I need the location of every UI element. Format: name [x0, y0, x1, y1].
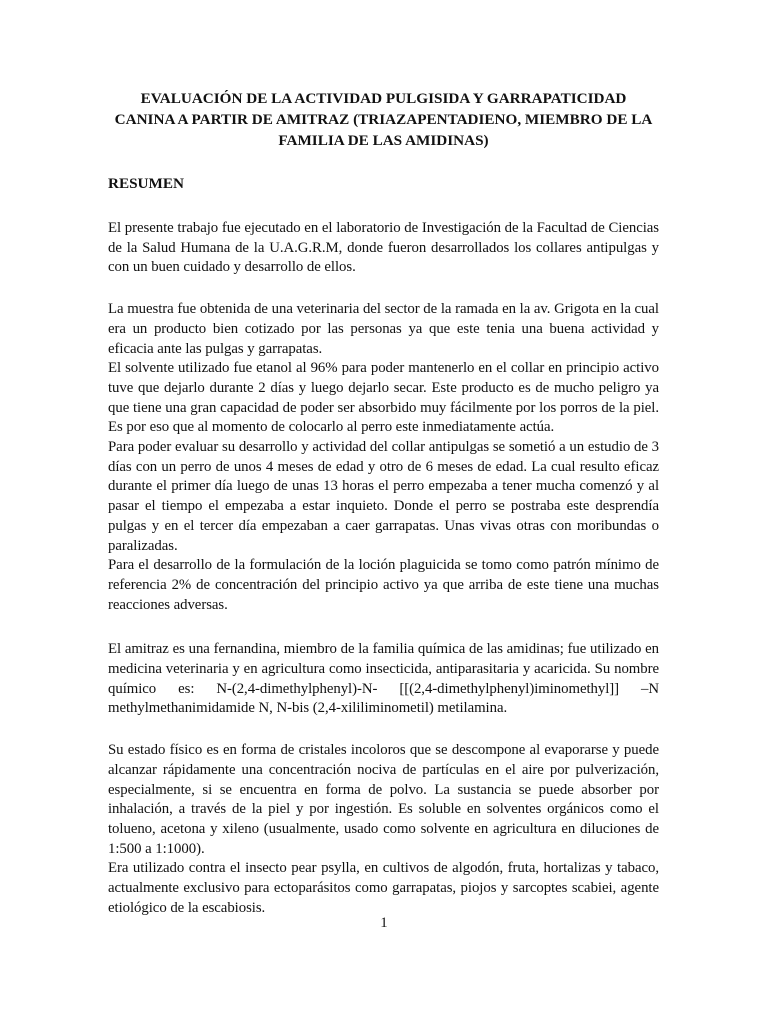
section-heading-resumen: RESUMEN: [108, 175, 184, 192]
title-line-3: FAMILIA DE LAS AMIDINAS): [278, 132, 489, 149]
paragraph-3: El solvente utilizado fue etanol al 96% para poder mantenerlo en el collar en principio activo tuve que dejarlo durante 2 días y luego dejarlo secar. Este producto es de mucho peligro ya que tiene una gran capacidad de poder ser absorbido muy fácilmente por los porros de la piel. Es por eso que al momento de colocarlo al perro este inmediatamente actúa.: [108, 360, 659, 436]
document-title: [108, 88, 659, 151]
paragraph-5: Para el desarrollo de la formulación de la loción plaguicida se tomo como patrón mínimo de referencia 2% de concentración del principio activo ya que arriba de este tiene una muchas reacciones adversas.: [108, 557, 659, 613]
paragraph-6: El amitraz es una fernandina, miembro de la familia química de las amidinas; fue utilizado en medicina veterinaria y en agricultura como insecticida, antiparasitaria y acaricida. Su nombre químico es: N-(2,4-dimethylphenyl)-N- [[(2,4-dimethylphenyl)iminomethyl]] –N methylmethanimidamide N, N-bis (2,4-xililiminometil) metilamina.: [108, 641, 659, 717]
paragraph-7: Su estado físico es en forma de cristales incoloros que se descompone al evaporarse y puede alcanzar rápidamente una concentración nociva de partículas en el aire por pulverización, especialmente, si se encuentra en forma de polvo. La sustancia se puede absorber por inhalación, a través de la piel y por ingestión. Es soluble en solventes orgánicos como el tolueno, acetona y xileno (usualmente, usado como solvente en agricultura en diluciones de 1:500 a 1:1000).: [108, 742, 659, 857]
paragraph-2: La muestra fue obtenida de una veterinaria del sector de la ramada en la av. Grigota en la cual era un producto bien cotizado por las personas ya que este tenia una buena actividad y eficacia ante las pulgas y garrapatas.: [108, 301, 659, 357]
title-line-1: EVALUACIÓN DE LA ACTIVIDAD PULGISIDA Y GARRAPATICIDAD: [140, 90, 627, 107]
paragraph-4: Para poder evaluar su desarrollo y actividad del collar antipulgas se sometió a un estudio de 3 días con un perro de unos 4 meses de edad y otro de 6 meses de edad. La cual resulto eficaz durante el primer día luego de unas 13 horas el perro empezaba a tener mucha comenzó y al pasar el tiempo el empezaba a estar inquieto. Donde el perro se postraba este desprendía pulgas y en el tercer día empezaban a caer garrapatas. Unas vivas otras con moribundas o paralizadas.: [108, 439, 659, 554]
paragraph-8: Era utilizado contra el insecto pear psylla, en cultivos de algodón, fruta, hortalizas y tabaco, actualmente exclusivo para ectoparásitos como garrapatas, piojos y sarcoptes scabiei, agente etiológico de la escabiosis.: [108, 860, 659, 916]
paragraph-1: El presente trabajo fue ejecutado en el laboratorio de Investigación de la Facultad de Ciencias de la Salud Humana de la U.A.G.R.M, donde fueron desarrollados los collares antipulgas y con un buen cuidado y desarrollo de ellos.: [108, 220, 659, 276]
page-number: 1: [380, 915, 388, 931]
title-line-2: CANINA A PARTIR DE AMITRAZ (TRIAZAPENTADIENO, MIEMBRO DE LA: [114, 111, 653, 128]
document-body: [108, 219, 659, 919]
